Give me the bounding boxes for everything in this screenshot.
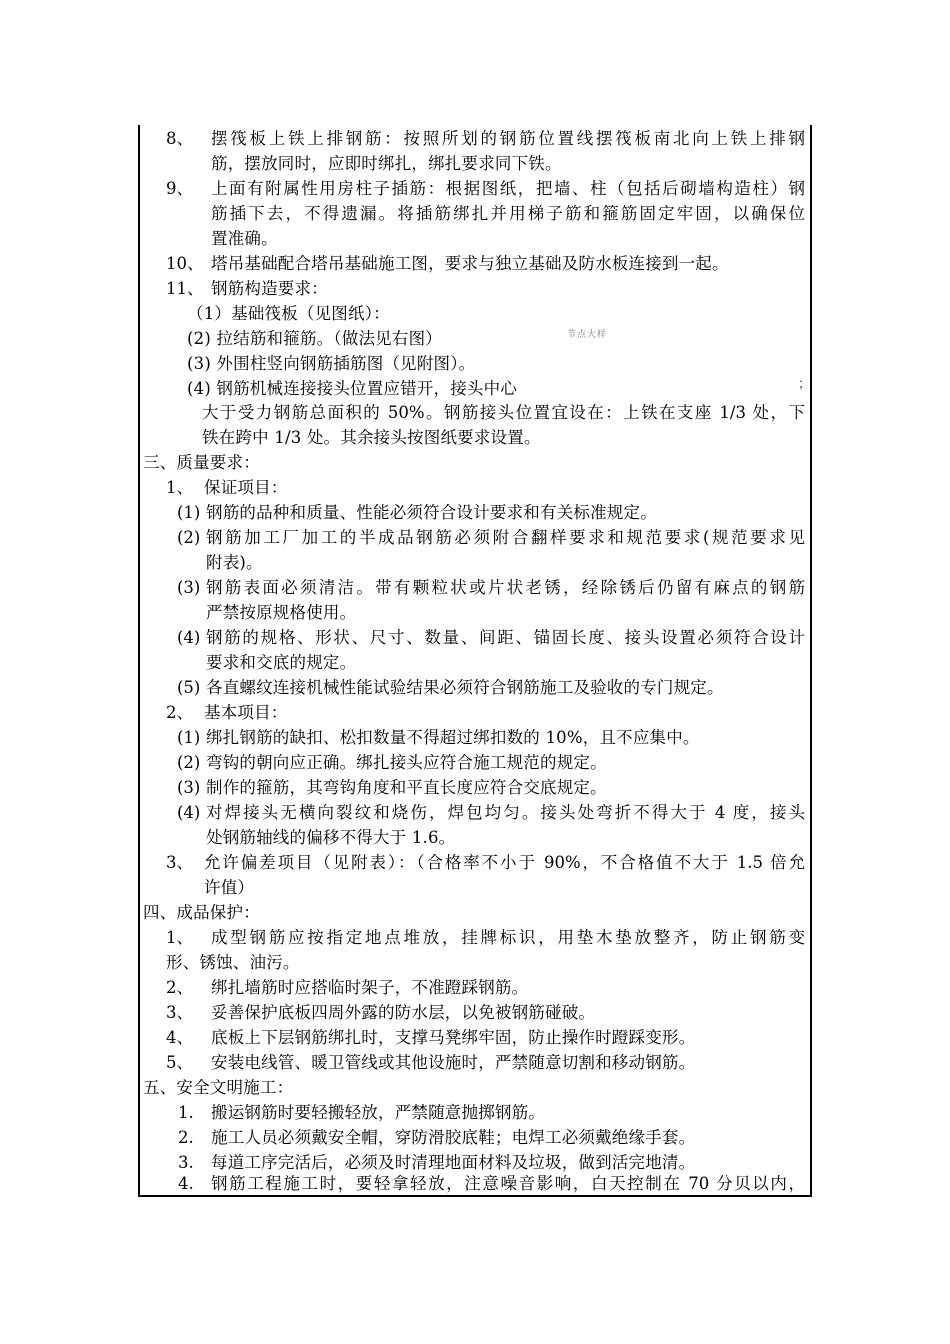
g1-item-1-number: (1) (177, 503, 201, 522)
s4-item-4-number: 4、 (166, 1028, 193, 1047)
s4-item-2-number: 2、 (166, 978, 193, 997)
item-11-number: 11、 (166, 279, 204, 298)
g2-item-4-line-2: 处钢筋轴线的偏移不得大于 1.6。 (206, 828, 456, 847)
group-1-number: 1、 (166, 478, 193, 497)
s4-item-1-line-1: 成型钢筋应按指定地点堆放，挂牌标识，用垫木垫放整齐，防止钢筋变 (211, 928, 805, 947)
g2-item-1-number: (1) (177, 728, 201, 747)
s5-item-1-line-1: 搬运钢筋时要轻搬轻放，严禁随意抛掷钢筋。 (211, 1103, 545, 1122)
s5-item-1-number: 1. (178, 1103, 194, 1122)
detail-drawing-mark: 节点大样 (567, 330, 608, 340)
item-10-number: 10、 (166, 254, 204, 273)
s4-item-3-number: 3、 (166, 1003, 193, 1022)
g2-item-3-line-1: 制作的箍筋，其弯钩角度和平直长度应符合交底规定。 (206, 778, 607, 797)
item-11-text: 钢筋构造要求： (211, 279, 328, 298)
g1-item-1-line-1: 钢筋的品种和质量、性能必须符合设计要求和有关标准规定。 (206, 503, 657, 522)
s4-item-3-line-1: 妥善保护底板四周外露的防水层，以免被钢筋碰破。 (211, 1003, 596, 1022)
item-8-line-1: 摆筏板上铁上排钢筋：按照所划的钢筋位置线摆筏板南北向上铁上排钢 (211, 129, 805, 148)
section-3-title: 三、质量要求： (143, 453, 260, 472)
s5-item-4-number: 4. (178, 1174, 194, 1193)
sub-item-4-line-2: 大于受力钢筋总面积的 50%。钢筋接头位置宜设在：上铁在支座 1/3 处，下 (202, 403, 805, 422)
g1-item-5-line-1: 各直螺纹连接机械性能试验结果必须符合钢筋施工及验收的专门规定。 (206, 678, 724, 697)
g1-item-2-line-1: 钢筋加工厂加工的半成品钢筋必须附合翻样要求和规范要求(规范要求见 (206, 528, 805, 547)
g1-item-3-number: (3) (177, 578, 201, 597)
g1-item-4-line-1: 钢筋的规格、形状、尺寸、数量、间距、锚固长度、接头设置必须符合设计 (206, 628, 805, 647)
sub-item-4-tail: ； (798, 377, 812, 392)
g1-item-3-line-1: 钢筋表面必须清洁。带有颗粒状或片状老锈，经除锈后仍留有麻点的钢筋 (206, 578, 805, 597)
section-5-title: 五、安全文明施工： (143, 1078, 294, 1097)
group-3-number: 3、 (166, 853, 193, 872)
g1-item-4-number: (4) (177, 628, 201, 647)
g2-item-2-number: (2) (177, 753, 201, 772)
g2-item-2-line-1: 弯钩的朝向应正确。绑扎接头应符合施工规范的规定。 (206, 753, 607, 772)
g1-item-3-line-2: 严禁按原规格使用。 (206, 603, 357, 622)
s4-item-1-line-2: 形、锈蚀、油污。 (166, 953, 300, 972)
group-3-line-1: 允许偏差项目（见附表）：（合格率不小于 90%，不合格值不大于 1.5 倍允 (204, 853, 805, 872)
s4-item-2-line-1: 绑扎墙筋时应搭临时架子，不准蹬踩钢筋。 (211, 978, 529, 997)
s4-item-1-number: 1、 (166, 928, 193, 947)
g2-item-3-number: (3) (177, 778, 201, 797)
g1-item-5-number: (5) (177, 678, 201, 697)
g1-item-4-line-2: 要求和交底的规定。 (206, 653, 357, 672)
s5-item-3-line-1: 每道工序完活后，必须及时清理地面材料及垃圾，做到活完地清。 (211, 1153, 696, 1172)
item-9-line-3: 置准确。 (211, 229, 278, 248)
group-2-title: 基本项目： (204, 703, 288, 722)
sub-item-4-line-1: (4) 钢筋机械连接接头位置应错开，接头中心 (187, 379, 518, 398)
item-10-text: 塔吊基础配合塔吊基础施工图，要求与独立基础及防水板连接到一起。 (211, 254, 729, 273)
g1-item-2-line-2: 附表)。 (206, 553, 263, 572)
item-8-line-2: 筋，摆放同时，应即时绑扎，绑扎要求同下铁。 (211, 154, 562, 173)
sub-item-4-line-3: 铁在跨中 1/3 处。其余接头按图纸要求设置。 (202, 428, 541, 447)
s5-item-2-number: 2. (178, 1128, 194, 1147)
group-3-line-2: 许值） (204, 878, 255, 897)
item-9-line-2: 筋插下去，不得遗漏。将插筋绑扎并用梯子筋和箍筋固定牢固，以确保位 (211, 204, 805, 223)
g2-item-4-line-1: 对焊接头无横向裂纹和烧伤，焊包均匀。接头处弯折不得大于 4 度，接头 (206, 803, 805, 822)
sub-item-1: （1）基础筏板（见图纸）： (187, 304, 390, 323)
item-9-line-1: 上面有附属性用房柱子插筋：根据图纸，把墙、柱（包括后砌墙构造柱）钢 (211, 179, 805, 198)
s4-item-5-number: 5、 (166, 1053, 193, 1072)
s5-item-2-line-1: 施工人员必须戴安全帽，穿防滑胶底鞋；电焊工必须戴绝缘手套。 (211, 1128, 696, 1147)
s5-item-4-line-1: 钢筋工程施工时，要轻拿轻放，注意噪音影响，白天控制在 70 分贝以内， (211, 1174, 805, 1193)
section-4-title: 四、成品保护： (143, 903, 260, 922)
sub-item-3: (3) 外围柱竖向钢筋插筋图（见附图）。 (187, 354, 476, 373)
group-2-number: 2、 (166, 703, 193, 722)
item-8-number: 8、 (166, 129, 193, 148)
s4-item-5-line-1: 安装电线管、暖卫管线或其他设施时，严禁随意切割和移动钢筋。 (211, 1053, 696, 1072)
sub-item-2: (2) 拉结筋和箍筋。（做法见右图） (187, 329, 442, 348)
group-1-title: 保证项目： (204, 478, 288, 497)
g2-item-4-number: (4) (177, 803, 201, 822)
s5-item-3-number: 3. (178, 1153, 194, 1172)
s4-item-4-line-1: 底板上下层钢筋绑扎时，支撑马凳绑牢固，防止操作时蹬踩变形。 (211, 1028, 696, 1047)
item-9-number: 9、 (166, 179, 193, 198)
g2-item-1-line-1: 绑扎钢筋的缺扣、松扣数量不得超过绑扣数的 10%，且不应集中。 (206, 728, 700, 747)
g1-item-2-number: (2) (177, 528, 201, 547)
